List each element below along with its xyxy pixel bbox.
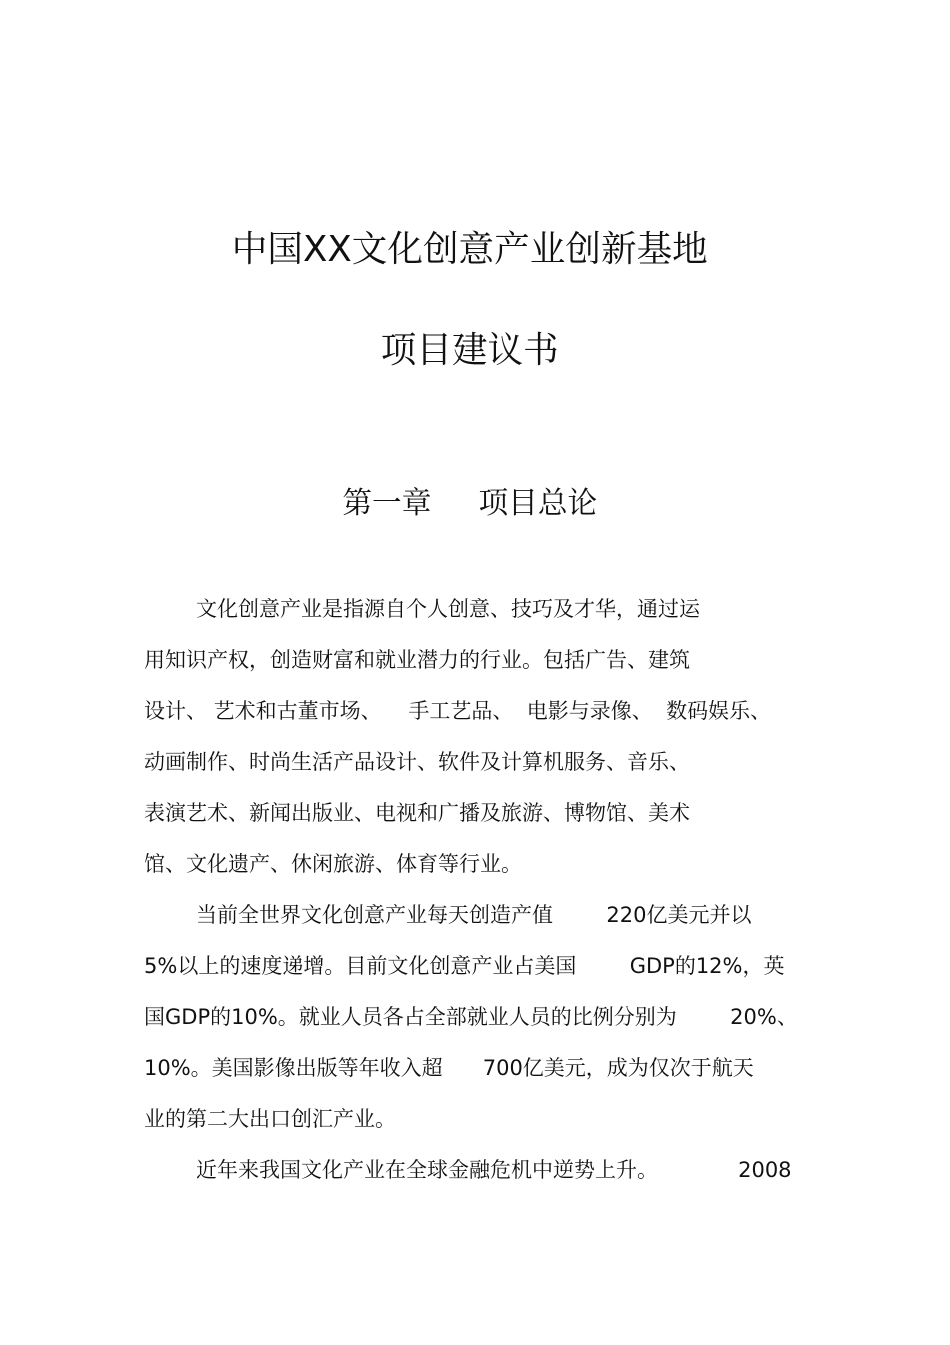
body-line: 国GDP的10%。就业人员各占全部就业人员的比例分别为 20%、 xyxy=(144,1005,798,1029)
document-title: 中国XX文化创意产业创新基地 xyxy=(231,229,708,270)
body-line: 设计、 艺术和古董市场、 手工艺品、 电影与录像、 数码娱乐、 xyxy=(144,699,772,723)
body-line: 当前全世界文化创意产业每天创造产值 220亿美元并以 xyxy=(196,903,752,927)
body-line: 10%。美国影像出版等年收入超 700亿美元，成为仅次于航天 xyxy=(144,1056,754,1080)
body-line: 表演艺术、新闻出版业、电视和广播及旅游、博物馆、美术 xyxy=(144,801,690,825)
document-subtitle: 项目建议书 xyxy=(380,330,559,371)
chapter-heading: 第一章 项目总论 xyxy=(342,486,598,521)
body-line: 业的第二大出口创汇产业。 xyxy=(144,1107,396,1131)
body-line: 动画制作、时尚生活产品设计、软件及计算机服务、音乐、 xyxy=(144,750,690,774)
body-line: 5%以上的速度递增。目前文化创意产业占美国 GDP的12%，英 xyxy=(144,954,785,978)
body-line: 近年来我国文化产业在全球金融危机中逆势上升。 2008 xyxy=(196,1158,792,1182)
body-line: 馆、文化遗产、休闲旅游、体育等行业。 xyxy=(144,852,522,876)
body-line: 用知识产权，创造财富和就业潜力的行业。包括广告、建筑 xyxy=(144,648,690,672)
body-line: 文化创意产业是指源自个人创意、技巧及才华，通过运 xyxy=(196,597,700,621)
